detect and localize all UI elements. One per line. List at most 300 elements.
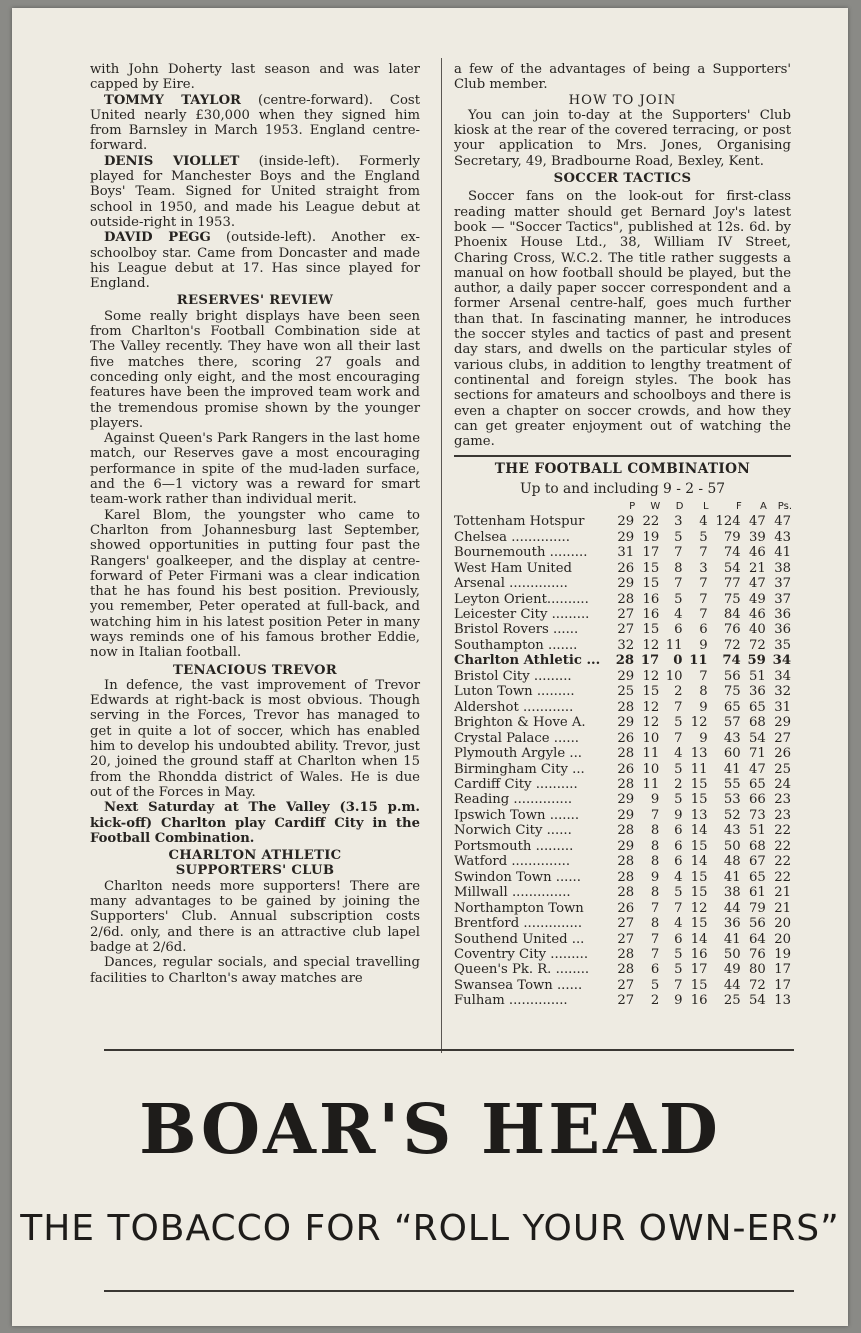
stat-cell-l: 7 bbox=[699, 668, 708, 684]
club-heading-line-2: SUPPORTERS' CLUB bbox=[175, 863, 335, 879]
stat-cell-ps: 41 bbox=[774, 545, 791, 561]
stat-cell-l: 14 bbox=[690, 931, 708, 947]
stat-cell-a: 71 bbox=[749, 746, 766, 762]
stat-cell-f: 60 bbox=[723, 746, 741, 762]
dot-leader: .............. bbox=[507, 529, 570, 545]
table-row bbox=[454, 731, 794, 746]
stat-cell-f: 36 bbox=[723, 916, 741, 932]
stat-cell-f: 56 bbox=[723, 668, 741, 684]
stat-cell-ps: 34 bbox=[774, 668, 791, 684]
stat-cell-d: 4 bbox=[674, 746, 683, 762]
team-name: Brentford bbox=[454, 916, 520, 932]
stat-cell-p: 27 bbox=[617, 977, 635, 993]
stat-cell-f: 41 bbox=[723, 931, 741, 947]
stat-cell-w: 19 bbox=[642, 529, 660, 545]
stat-cell-p: 28 bbox=[617, 947, 635, 962]
stat-cell-d: 5 bbox=[674, 947, 683, 962]
stat-cell-p: 29 bbox=[617, 576, 635, 592]
table-title: THE FOOTBALL COMBINATION bbox=[494, 461, 751, 478]
team-name: Aldershot bbox=[454, 699, 519, 715]
stat-cell-w: 15 bbox=[642, 622, 660, 638]
stat-cell-ps: 31 bbox=[774, 699, 791, 715]
dot-leader: ......... bbox=[532, 684, 575, 700]
stat-cell-p: 26 bbox=[617, 730, 635, 746]
stat-cell-a: 65 bbox=[749, 699, 766, 715]
stat-cell-ps: 35 bbox=[774, 637, 791, 653]
stat-cell-l: 17 bbox=[690, 962, 708, 978]
table-row bbox=[454, 530, 794, 545]
stat-cell-a: 72 bbox=[749, 977, 766, 993]
stat-cell-l: 11 bbox=[690, 761, 708, 777]
stat-cell-f: 72 bbox=[723, 637, 741, 653]
stat-cell-a: 47 bbox=[749, 761, 766, 777]
table-row bbox=[454, 978, 794, 993]
team-cell bbox=[454, 993, 612, 1008]
dot-leader: .......... bbox=[531, 777, 578, 793]
dot-leader: ............ bbox=[518, 699, 574, 715]
stat-cell-w: 12 bbox=[642, 668, 660, 684]
stat-cell-a: 21 bbox=[749, 560, 766, 576]
reserves-heading: RESERVES' REVIEW bbox=[176, 293, 334, 309]
stat-cell-p: 29 bbox=[617, 838, 635, 854]
stat-cell-w: 6 bbox=[650, 962, 660, 978]
stat-cell-l: 12 bbox=[690, 900, 708, 916]
stat-cell-f: 41 bbox=[723, 869, 741, 885]
stat-cell-l: 8 bbox=[699, 684, 708, 700]
table-row bbox=[454, 947, 794, 962]
stat-cell-d: 6 bbox=[674, 838, 683, 854]
stat-cell-ps: 22 bbox=[774, 869, 791, 885]
stat-cell-l: 6 bbox=[699, 622, 708, 638]
stat-cell-w: 7 bbox=[650, 947, 660, 962]
stat-cell-d: 5 bbox=[674, 962, 683, 978]
right-column bbox=[454, 62, 791, 1009]
table-row bbox=[454, 870, 794, 885]
column-header: L bbox=[703, 501, 709, 513]
stat-cell-a: 59 bbox=[747, 653, 766, 669]
column-header: D bbox=[675, 501, 684, 513]
stat-cell-f: 75 bbox=[723, 591, 741, 607]
team-name: Plymouth Argyle bbox=[454, 746, 566, 762]
stat-cell-a: 65 bbox=[749, 869, 766, 885]
stat-cell-p: 27 bbox=[617, 607, 635, 623]
stat-cell-a: 49 bbox=[749, 591, 766, 607]
stat-cell-w: 8 bbox=[650, 823, 660, 839]
column-header: P bbox=[629, 501, 636, 513]
stat-cell-p: 26 bbox=[617, 761, 635, 777]
dot-leader: .............. bbox=[507, 854, 571, 870]
stat-cell-a: 79 bbox=[749, 900, 766, 916]
stat-cell-w: 22 bbox=[642, 514, 660, 530]
stat-cell-d: 5 bbox=[674, 591, 683, 607]
team-cell bbox=[454, 901, 612, 916]
dot-leader: ...... bbox=[551, 869, 581, 885]
stat-cell-f: 84 bbox=[723, 607, 741, 623]
stat-cell-l: 11 bbox=[689, 653, 708, 669]
stat-cell-w: 12 bbox=[642, 715, 660, 731]
team-cell bbox=[454, 839, 612, 854]
stat-cell-a: 72 bbox=[749, 637, 766, 653]
column-header: F bbox=[735, 501, 742, 513]
stat-cell-ps: 21 bbox=[774, 885, 791, 901]
table-row bbox=[454, 901, 794, 916]
team-name: Watford bbox=[454, 854, 508, 870]
trevor-heading: TENACIOUS TREVOR bbox=[173, 662, 337, 678]
team-cell bbox=[454, 638, 612, 653]
table-row bbox=[454, 561, 794, 576]
stat-cell-d: 10 bbox=[665, 668, 683, 684]
table-row bbox=[454, 777, 794, 792]
dot-leader: ......... bbox=[531, 838, 574, 854]
stat-cell-ps: 26 bbox=[774, 746, 791, 762]
team-name: Queen's Pk. R. bbox=[454, 962, 552, 978]
team-cell bbox=[454, 653, 612, 668]
stat-cell-ps: 21 bbox=[774, 900, 791, 916]
dot-leader: ...... bbox=[552, 977, 583, 993]
stat-cell-p: 29 bbox=[617, 668, 635, 684]
stat-cell-f: 53 bbox=[723, 792, 741, 808]
team-cell bbox=[454, 792, 612, 807]
table-top-rule bbox=[454, 455, 791, 457]
stat-cell-ps: 23 bbox=[774, 792, 791, 808]
stat-cell-d: 5 bbox=[674, 885, 683, 901]
stat-cell-p: 26 bbox=[617, 900, 635, 916]
stat-cell-ps: 34 bbox=[772, 653, 791, 669]
stat-cell-p: 29 bbox=[617, 514, 635, 530]
table-row bbox=[454, 607, 794, 622]
stat-cell-d: 7 bbox=[674, 699, 683, 715]
stat-cell-d: 6 bbox=[674, 823, 683, 839]
table-row bbox=[454, 638, 794, 653]
table-row bbox=[454, 684, 794, 699]
stat-cell-l: 16 bbox=[690, 947, 708, 962]
stat-cell-a: 56 bbox=[749, 916, 766, 932]
stat-cell-l: 4 bbox=[699, 514, 708, 530]
next-match-notice: Next Saturday at The Valley (3.15 p.m. kick-off) Charlton play Cardiff City in the Football Combination. bbox=[90, 800, 420, 846]
table-row bbox=[454, 916, 794, 931]
stat-cell-d: 11 bbox=[665, 637, 683, 653]
stat-cell-a: 40 bbox=[749, 622, 766, 638]
stat-cell-a: 76 bbox=[749, 947, 766, 962]
player-bio: (centre-forward). Cost United nearly £30,000 when they signed him from Barnsley in March 1953. England centre-forward. bbox=[90, 92, 420, 154]
team-name: Bristol City bbox=[454, 668, 530, 684]
stat-cell-w: 16 bbox=[642, 591, 660, 607]
stat-cell-a: 54 bbox=[749, 730, 766, 746]
team-cell bbox=[454, 777, 612, 792]
dot-leader: .............. bbox=[507, 885, 571, 901]
stat-cell-w: 16 bbox=[642, 607, 660, 623]
team-cell bbox=[454, 885, 612, 900]
stat-cell-p: 26 bbox=[617, 560, 635, 576]
stat-cell-p: 28 bbox=[617, 591, 635, 607]
stat-cell-a: 73 bbox=[749, 807, 766, 823]
team-cell bbox=[454, 622, 612, 637]
stat-cell-d: 3 bbox=[674, 514, 683, 530]
stat-cell-ps: 36 bbox=[774, 622, 791, 638]
dot-leader: ......... bbox=[546, 947, 589, 962]
stat-cell-l: 7 bbox=[699, 576, 708, 592]
dot-leader: ......... bbox=[529, 668, 572, 684]
table-row bbox=[454, 746, 794, 761]
table-row bbox=[454, 622, 794, 637]
stat-cell-a: 65 bbox=[749, 777, 766, 793]
stat-cell-ps: 19 bbox=[774, 947, 791, 962]
team-cell bbox=[454, 870, 612, 885]
stat-cell-a: 68 bbox=[749, 838, 766, 854]
dot-leader: .............. bbox=[504, 993, 568, 1009]
reserves-paragraph-1: Some really bright displays have been seen from Charlton's Football Combination side at The Valley recently. They have won all their last five matches there, scoring 27 goals and conceding only eight, and the most encouraging features have been the improved team work and the tremendous promise shown by the younger players. bbox=[90, 308, 420, 431]
stat-cell-p: 29 bbox=[617, 529, 635, 545]
dot-leader: ...... bbox=[549, 730, 579, 746]
stat-cell-p: 32 bbox=[617, 637, 635, 653]
stat-cell-l: 7 bbox=[699, 545, 708, 561]
team-cell bbox=[454, 576, 612, 591]
stat-cell-a: 39 bbox=[749, 529, 766, 545]
team-name: Northampton Town bbox=[454, 900, 584, 916]
dot-leader: .............. bbox=[519, 916, 583, 932]
stat-cell-l: 9 bbox=[699, 699, 708, 715]
stat-cell-l: 15 bbox=[690, 869, 708, 885]
table-row bbox=[454, 514, 794, 529]
stat-cell-a: 47 bbox=[749, 514, 766, 530]
stat-cell-d: 7 bbox=[674, 576, 683, 592]
stat-cell-f: 52 bbox=[723, 807, 741, 823]
stat-cell-p: 28 bbox=[617, 699, 635, 715]
stat-cell-f: 77 bbox=[723, 576, 741, 592]
stat-cell-p: 31 bbox=[617, 545, 635, 561]
team-cell bbox=[454, 514, 612, 529]
stat-cell-f: 75 bbox=[723, 684, 741, 700]
team-cell bbox=[454, 592, 612, 607]
advert-headline: BOAR'S HEAD bbox=[139, 1090, 721, 1170]
stat-cell-f: 44 bbox=[723, 900, 741, 916]
stat-cell-ps: 17 bbox=[774, 962, 791, 978]
stat-cell-ps: 22 bbox=[774, 823, 791, 839]
dot-leader: ......... bbox=[545, 545, 588, 561]
dot-leader: ....... bbox=[545, 807, 580, 823]
player-bio: (inside-left). Formerly played for Manchester Boys and the England Boys' Team. Signed for United straight from school in 1950, and made his League debut at outside-right in 1953. bbox=[90, 153, 421, 230]
stat-cell-w: 9 bbox=[650, 869, 660, 885]
stat-cell-d: 5 bbox=[674, 761, 683, 777]
team-name: Birmingham City bbox=[454, 761, 568, 777]
table-row bbox=[454, 669, 794, 684]
stat-cell-d: 2 bbox=[674, 777, 683, 793]
reserves-paragraph-3: Karel Blom, the youngster who came to Charlton from Johannesburg last September, showed opportunities in putting four past the Rangers' goalkeeper, and the display at centre-forward of Peter Firmani was a clear indication that he has found his best position. Previously, you remember, Peter operated at full-back, and watching him in his latest position Peter in many ways reminds one of his famous brother Eddie, now in Italian football. bbox=[90, 507, 420, 661]
stat-cell-ps: 25 bbox=[774, 761, 791, 777]
stat-cell-f: 55 bbox=[723, 777, 741, 793]
left-column bbox=[90, 62, 420, 986]
stat-cell-f: 74 bbox=[723, 545, 741, 561]
stat-cell-w: 11 bbox=[642, 777, 660, 793]
stat-cell-d: 5 bbox=[674, 529, 683, 545]
stat-cell-w: 7 bbox=[650, 931, 660, 947]
stat-cell-f: 43 bbox=[723, 730, 741, 746]
team-cell bbox=[454, 746, 612, 761]
stat-cell-f: 50 bbox=[723, 838, 741, 854]
stat-cell-w: 10 bbox=[642, 761, 660, 777]
join-paragraph: You can join to-day at the Supporters' Club kiosk at the rear of the covered terracing, or post your application to Mrs. Jones, Organising Secretary, 49, Bradbourne Road, Bexley, Kent. bbox=[454, 107, 791, 169]
advert-bottom-rule bbox=[104, 1290, 794, 1292]
team-cell bbox=[454, 669, 612, 684]
stat-cell-l: 12 bbox=[690, 715, 708, 731]
stat-cell-w: 7 bbox=[650, 900, 660, 916]
table-row bbox=[454, 823, 794, 838]
stat-cell-w: 12 bbox=[642, 699, 660, 715]
stat-cell-f: 49 bbox=[723, 962, 741, 978]
stat-cell-l: 7 bbox=[699, 607, 708, 623]
stat-cell-p: 28 bbox=[617, 746, 635, 762]
team-name: Bristol Rovers bbox=[454, 622, 549, 638]
stat-cell-a: 54 bbox=[749, 993, 766, 1009]
stat-cell-p: 28 bbox=[617, 854, 635, 870]
stat-cell-l: 9 bbox=[699, 730, 708, 746]
table-row bbox=[454, 762, 794, 777]
stat-cell-a: 67 bbox=[749, 854, 766, 870]
team-cell bbox=[454, 715, 612, 730]
stat-cell-w: 15 bbox=[642, 560, 660, 576]
stat-cell-ps: 13 bbox=[774, 993, 791, 1009]
stat-cell-w: 12 bbox=[642, 637, 660, 653]
stat-cell-l: 15 bbox=[690, 916, 708, 932]
table-row bbox=[454, 962, 794, 977]
stat-cell-ps: 22 bbox=[774, 838, 791, 854]
tactics-paragraph: Soccer fans on the look-out for first-class reading matter should get Bernard Joy's latest book — "Soccer Tactics", published at 12s. 6d. by Phoenix House Ltd., 38, William IV Street, Charing Cross, W.C.2. The title rather suggests a manual on how football should be played, but the author, a daily paper soccer correspondent and a former Arsenal centre-half, goes much further than that. In fascinating manner, he introduces the soccer styles and tactics of past and present day stars, and dwells on the particular styles of various clubs, in addition to lengthy treatment of continental and foreign styles. The book has sections for amateurs and schoolboys and there is even a chapter on soccer crowds, and how they can get greater enjoyment out of watching the game. bbox=[454, 189, 791, 450]
table-row bbox=[454, 592, 794, 607]
stat-cell-w: 7 bbox=[650, 807, 660, 823]
trevor-paragraph-1: In defence, the vast improvement of Trevor Edwards at right-back is most obvious. Though serving in the Forces, Trevor has managed to get in quite a lot of soccer, which has enabled him to develop his undoubted ability. Trevor, just 20, joined the ground staff at Charlton when 15 from the Rhondda district of Wales. He is due out of the Forces in May. bbox=[90, 677, 420, 800]
stat-cell-l: 15 bbox=[690, 977, 708, 993]
table-header-row bbox=[454, 499, 794, 514]
team-cell bbox=[454, 545, 612, 560]
stat-cell-w: 2 bbox=[650, 993, 660, 1009]
stat-cell-l: 13 bbox=[690, 746, 708, 762]
team-name: Southend United bbox=[454, 931, 568, 947]
stat-cell-w: 11 bbox=[642, 746, 660, 762]
team-name: Reading bbox=[454, 792, 510, 808]
dot-leader: ... bbox=[567, 931, 585, 947]
table-row bbox=[454, 653, 794, 668]
table-row bbox=[454, 545, 794, 560]
dot-leader: ... bbox=[565, 746, 582, 762]
stat-cell-f: 50 bbox=[723, 947, 741, 962]
dot-leader: ...... bbox=[542, 823, 572, 839]
stat-cell-l: 16 bbox=[690, 993, 708, 1009]
stat-cell-d: 4 bbox=[674, 607, 683, 623]
stat-cell-ps: 37 bbox=[774, 591, 791, 607]
programme-page bbox=[12, 8, 848, 1326]
advert-top-rule bbox=[104, 1049, 794, 1051]
team-cell bbox=[454, 932, 612, 947]
stat-cell-l: 14 bbox=[690, 854, 708, 870]
league-table bbox=[454, 499, 794, 1009]
team-name: Coventry City bbox=[454, 947, 547, 962]
stat-cell-ps: 20 bbox=[774, 931, 791, 947]
table-row bbox=[454, 808, 794, 823]
team-name: Swansea Town bbox=[454, 977, 553, 993]
stat-cell-d: 5 bbox=[674, 715, 683, 731]
team-cell bbox=[454, 962, 612, 977]
stat-cell-l: 9 bbox=[699, 637, 708, 653]
team-name: Arsenal bbox=[454, 576, 505, 592]
stat-cell-ps: 27 bbox=[774, 730, 791, 746]
stat-cell-a: 64 bbox=[749, 931, 766, 947]
team-cell bbox=[454, 731, 612, 746]
team-cell bbox=[454, 762, 612, 777]
team-name: Portsmouth bbox=[454, 838, 532, 854]
taylor-paragraph bbox=[90, 93, 420, 154]
stat-cell-d: 6 bbox=[674, 854, 683, 870]
dot-leader: ...... bbox=[548, 622, 579, 638]
stat-cell-d: 7 bbox=[674, 545, 683, 561]
team-cell bbox=[454, 978, 612, 993]
stat-cell-l: 3 bbox=[699, 560, 708, 576]
stat-cell-ps: 47 bbox=[774, 514, 791, 530]
stat-cell-f: 79 bbox=[723, 529, 741, 545]
stat-cell-p: 27 bbox=[617, 931, 635, 947]
stat-cell-f: 48 bbox=[723, 854, 741, 870]
stat-cell-d: 6 bbox=[674, 622, 683, 638]
stat-cell-d: 4 bbox=[674, 916, 683, 932]
team-cell bbox=[454, 607, 612, 622]
stat-cell-p: 28 bbox=[617, 823, 635, 839]
team-name: Fulham bbox=[454, 993, 505, 1009]
table-row bbox=[454, 993, 794, 1008]
stat-cell-d: 9 bbox=[674, 993, 683, 1009]
stat-cell-f: 57 bbox=[723, 715, 741, 731]
team-name: Crystal Palace bbox=[454, 730, 550, 746]
tactics-heading: SOCCER TACTICS bbox=[553, 171, 692, 187]
stat-cell-w: 10 bbox=[642, 730, 660, 746]
team-name: Norwich City bbox=[454, 823, 543, 839]
stat-cell-d: 2 bbox=[674, 684, 683, 700]
team-cell bbox=[454, 530, 612, 545]
stat-cell-d: 7 bbox=[674, 730, 683, 746]
stat-cell-p: 27 bbox=[617, 993, 635, 1009]
stat-cell-d: 7 bbox=[674, 977, 683, 993]
reserves-paragraph-2: Against Queen's Park Rangers in the last home match, our Reserves gave a most encouraging performance in spite of the mud-laden surface, and the 6—1 victory was a reward for smart team-work rather than individual merit. bbox=[90, 431, 420, 508]
stat-cell-ps: 22 bbox=[774, 854, 791, 870]
stat-cell-d: 7 bbox=[674, 900, 683, 916]
team-cell bbox=[454, 808, 612, 823]
dot-leader: .............. bbox=[509, 792, 573, 808]
dot-leader: .............. bbox=[504, 576, 568, 592]
club-paragraph-1: Charlton needs more supporters! There are many advantages to be gained by joining the Supporters' Club. Annual subscription costs 2/6d. only, and there is an attractive club lapel badge at 2/6d. bbox=[90, 878, 420, 955]
stat-cell-a: 46 bbox=[749, 607, 766, 623]
stat-cell-f: 43 bbox=[723, 823, 741, 839]
stat-cell-a: 51 bbox=[749, 823, 766, 839]
table-row bbox=[454, 576, 794, 591]
stat-cell-f: 41 bbox=[723, 761, 741, 777]
team-name: Chelsea bbox=[454, 529, 508, 545]
club-heading-line-1: CHARLTON ATHLETIC bbox=[168, 848, 342, 864]
table-row bbox=[454, 715, 794, 730]
stat-cell-w: 17 bbox=[640, 653, 660, 669]
team-name: Cardiff City bbox=[454, 777, 532, 793]
stat-cell-p: 29 bbox=[617, 715, 635, 731]
pegg-paragraph bbox=[90, 230, 420, 291]
stat-cell-l: 15 bbox=[690, 885, 708, 901]
club-paragraph-2: Dances, regular socials, and special travelling facilities to Charlton's away matches are bbox=[90, 955, 420, 986]
stat-cell-a: 47 bbox=[749, 576, 766, 592]
column-header: W bbox=[650, 501, 661, 513]
stat-cell-f: 25 bbox=[723, 993, 741, 1009]
team-name: Brighton & Hove A. bbox=[454, 715, 586, 731]
stat-cell-ps: 43 bbox=[774, 529, 791, 545]
team-name: Luton Town bbox=[454, 684, 533, 700]
stat-cell-ps: 37 bbox=[774, 576, 791, 592]
table-row bbox=[454, 932, 794, 947]
stat-cell-p: 29 bbox=[617, 792, 635, 808]
